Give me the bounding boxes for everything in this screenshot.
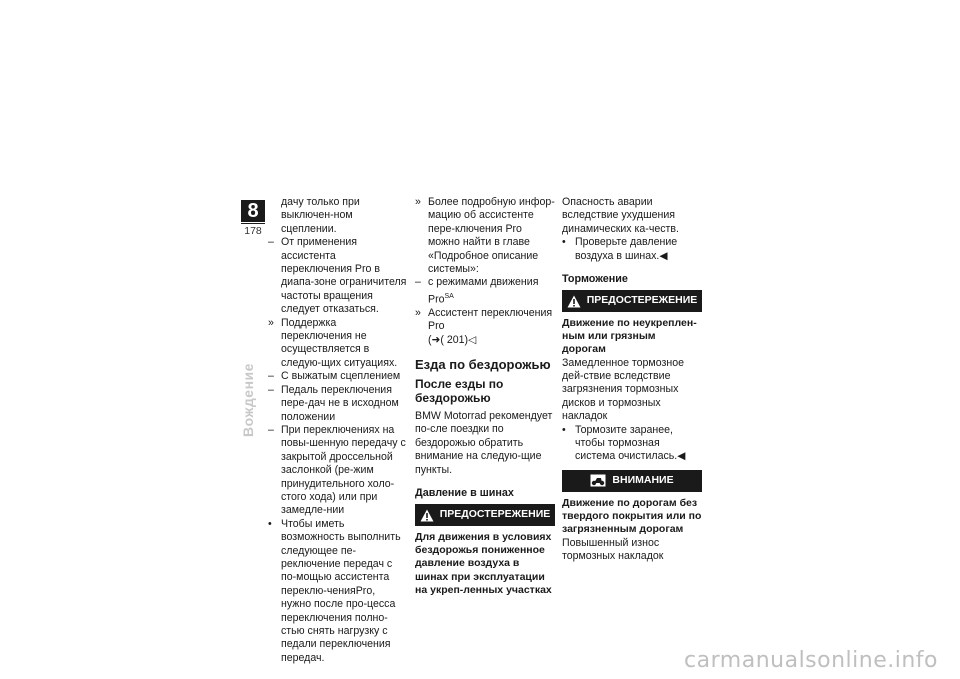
- subsection-heading: После езды по бездорожью: [415, 377, 504, 405]
- warning-triangle-icon: [420, 509, 434, 522]
- text-column-3: [562, 196, 702, 563]
- arrow-right-icon: (➜: [428, 333, 441, 346]
- list-item: – с режимами движения Pro$^{SA}$: [415, 276, 539, 306]
- arrow-marker: »: [268, 316, 274, 329]
- list-item: • Чтобы иметь возможность выполнить следующее пе-реключение передач с по-мощью ассистента переклю-ченияPro, нужно после про-цесса переключения полно-стью снять нагрузку с педали переключения передач.: [268, 517, 401, 664]
- text-column-2: [415, 196, 555, 597]
- arrow-marker: »: [415, 196, 421, 208]
- chapter-number: 8: [241, 200, 265, 222]
- warning-label: ПРЕДОСТЕРЕЖЕНИЕ: [586, 294, 698, 307]
- arrow-marker: »: [415, 306, 421, 319]
- continuation-text: дачу только при выключен-ном сцеплении.: [281, 196, 360, 235]
- topic-heading: Торможение: [562, 273, 628, 286]
- dash-marker: –: [268, 423, 274, 436]
- warning-banner: [415, 504, 555, 526]
- note-text: Повышенный износ тормозных накладок: [562, 536, 664, 562]
- paragraph: Опасность аварии вследствие ухудшения динамических ка-честв.: [562, 196, 679, 235]
- dash-marker: –: [268, 236, 274, 249]
- page-number: 178: [244, 225, 262, 237]
- bullet-marker: •: [268, 517, 272, 530]
- warning-heading: Движение по неукреплен-ным или грязным дорогам: [562, 317, 697, 356]
- bullet-marker: •: [562, 236, 566, 249]
- list-item: » Более подробную инфор-мацию об ассистенте пере-ключения Pro можно найти в главе «Подробное описание системы»:: [415, 196, 555, 276]
- watermark: carmanualsonline.info: [684, 648, 938, 673]
- dash-marker: –: [268, 370, 274, 383]
- dash-marker: –: [268, 383, 274, 396]
- warning-text: Замедленное тормозное дей-ствие вследствие загрязнения тормозных дисков и тормозных накладок: [562, 356, 684, 423]
- list-item: – От применения ассистента переключения Pro в диапа-зоне ограничителя частоты вращения следует отказаться.: [268, 236, 407, 316]
- list-item: – С выжатым сцеплением: [268, 370, 401, 383]
- section-heading: Езда по бездорожью: [415, 357, 551, 372]
- paragraph: BMW Motorrad рекомендует по-сле поездки по бездорожью обратить внимание на следую-щие пункты.: [415, 410, 553, 476]
- warning-triangle-icon: [567, 295, 581, 308]
- note-heading: Движение по дорогам без твердого покрытия или по загрязненным дорогам: [562, 496, 702, 536]
- list-item: – При переключениях на повы-шенную передачу с закрытой дроссельной заслонкой (ре-жим принудительного холо-стого хода) или при замедле-нии: [268, 423, 406, 517]
- list-item: • Проверьте давление воздуха в шинах.◀: [562, 236, 678, 262]
- warning-label: ПРЕДОСТЕРЕЖЕНИЕ: [439, 508, 551, 521]
- dash-marker: –: [415, 276, 421, 289]
- special-equipment-mark: SA: [444, 292, 454, 300]
- list-item: » Поддержка переключения не осуществляется в следую-щих ситуациях.: [268, 316, 398, 369]
- topic-heading: Давление в шинах: [415, 487, 514, 500]
- text-column-1: [268, 196, 408, 665]
- warning-banner: [562, 290, 702, 312]
- chapter-side-label: Вождение: [240, 363, 256, 437]
- list-item: • Тормозите заранее, чтобы тормозная система очистилась.◀: [562, 423, 686, 463]
- chapter-divider: [241, 223, 265, 224]
- page-reference: ( 201)◁: [440, 333, 477, 346]
- list-item: – Педаль переключения пере-дач не в исходном положении: [268, 383, 399, 423]
- note-banner: [562, 470, 702, 492]
- note-label: ВНИМАНИЕ: [612, 474, 674, 487]
- warning-heading: Для движения в условиях бездорожья пониженное давление воздуха в шинах при эксплуатации на укреп-ленных участках: [415, 531, 552, 596]
- motorcycle-note-icon: [590, 474, 606, 487]
- bullet-marker: •: [562, 423, 566, 436]
- list-item: » Ассистент переключения Pro (➜( 201)◁: [415, 306, 553, 346]
